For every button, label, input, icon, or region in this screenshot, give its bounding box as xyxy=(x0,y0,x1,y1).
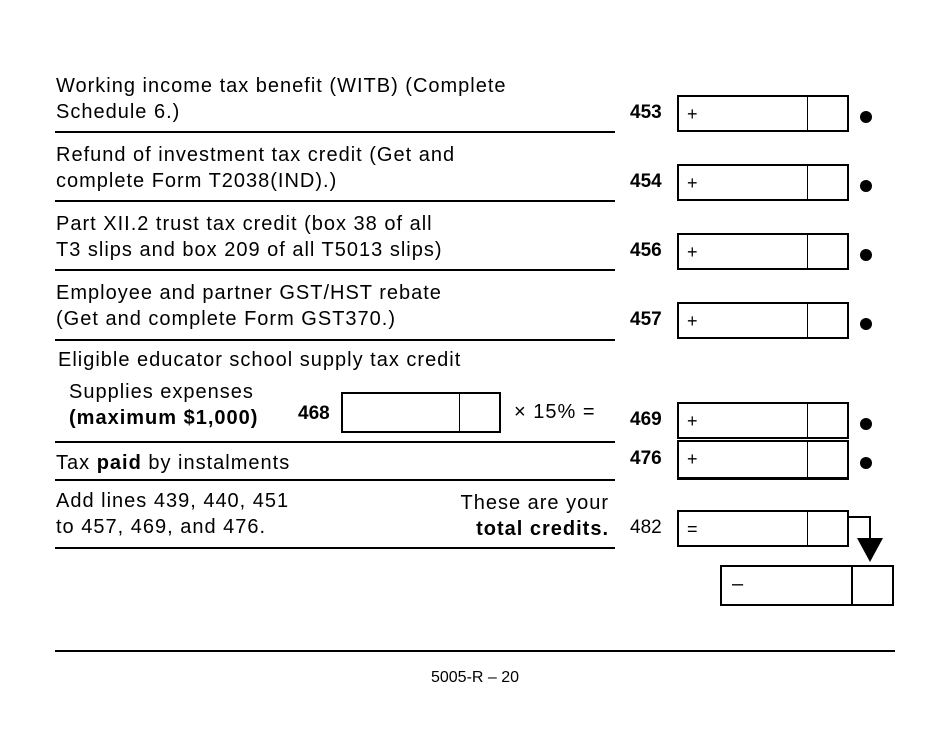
line-code-476: 476 xyxy=(630,448,662,469)
multiplier-label: × 15% = xyxy=(514,401,596,423)
instalments-description: Tax paid by instalments xyxy=(56,452,291,474)
total-description: Add lines 439, 440, 451 to 457, 469, and 476. xyxy=(56,490,290,538)
cents-divider xyxy=(459,394,460,431)
plus-sign: + xyxy=(687,104,698,124)
line-code-468: 468 xyxy=(298,403,330,424)
plus-sign: + xyxy=(687,311,698,331)
bullet-icon xyxy=(860,249,872,261)
plus-sign: + xyxy=(687,411,698,431)
line-454-description: Refund of investment tax credit (Get and complete Form T2038(IND).) xyxy=(56,144,456,192)
bullet-icon xyxy=(860,457,872,469)
cents-divider xyxy=(807,304,808,337)
line-453-description: Working income tax benefit (WITB) (Complete Schedule 6.) xyxy=(56,75,507,123)
amount-field-468[interactable] xyxy=(341,392,501,433)
footer-rule xyxy=(55,650,895,652)
cents-divider xyxy=(807,512,808,545)
amount-field-457[interactable] xyxy=(677,302,849,339)
minus-sign: – xyxy=(732,573,744,595)
equals-sign: = xyxy=(687,519,698,539)
supplies-expenses-label: Supplies expenses (maximum $1,000) xyxy=(69,381,259,429)
line-code-457: 457 xyxy=(630,309,662,330)
educator-heading: Eligible educator school supply tax credit xyxy=(58,349,462,371)
subtract-amount-field[interactable] xyxy=(720,565,894,606)
line-code-469: 469 xyxy=(630,409,662,430)
plus-sign: + xyxy=(687,449,698,469)
cents-divider xyxy=(807,166,808,199)
divider xyxy=(55,269,615,271)
amount-field-476[interactable] xyxy=(677,440,849,480)
amount-field-482[interactable] xyxy=(677,510,849,547)
bullet-icon xyxy=(860,180,872,192)
cents-divider xyxy=(807,442,808,477)
amount-field-456[interactable] xyxy=(677,233,849,270)
amount-field-469[interactable] xyxy=(677,402,849,439)
divider xyxy=(55,200,615,202)
bullet-icon xyxy=(860,418,872,430)
arrow-down-icon xyxy=(845,512,890,564)
plus-sign: + xyxy=(687,242,698,262)
amount-field-453[interactable] xyxy=(677,95,849,132)
divider xyxy=(55,441,615,443)
divider xyxy=(55,547,615,549)
bullet-icon xyxy=(860,318,872,330)
bullet-icon xyxy=(860,111,872,123)
cents-divider xyxy=(851,567,853,604)
line-456-description: Part XII.2 trust tax credit (box 38 of all T3 slips and box 209 of all T5013 slips) xyxy=(56,213,443,261)
divider xyxy=(55,131,615,133)
plus-sign: + xyxy=(687,173,698,193)
page-number: 5005-R – 20 xyxy=(430,669,520,686)
total-credits-note: These are your total credits. xyxy=(460,492,609,540)
line-code-456: 456 xyxy=(630,240,662,261)
amount-field-454[interactable] xyxy=(677,164,849,201)
line-code-482: 482 xyxy=(630,517,662,538)
divider xyxy=(55,479,615,481)
cents-divider xyxy=(807,235,808,268)
line-457-description: Employee and partner GST/HST rebate (Get and complete Form GST370.) xyxy=(56,282,442,330)
divider xyxy=(55,339,615,341)
line-code-453: 453 xyxy=(630,102,662,123)
cents-divider xyxy=(807,404,808,437)
cents-divider xyxy=(807,97,808,130)
line-code-454: 454 xyxy=(630,171,662,192)
